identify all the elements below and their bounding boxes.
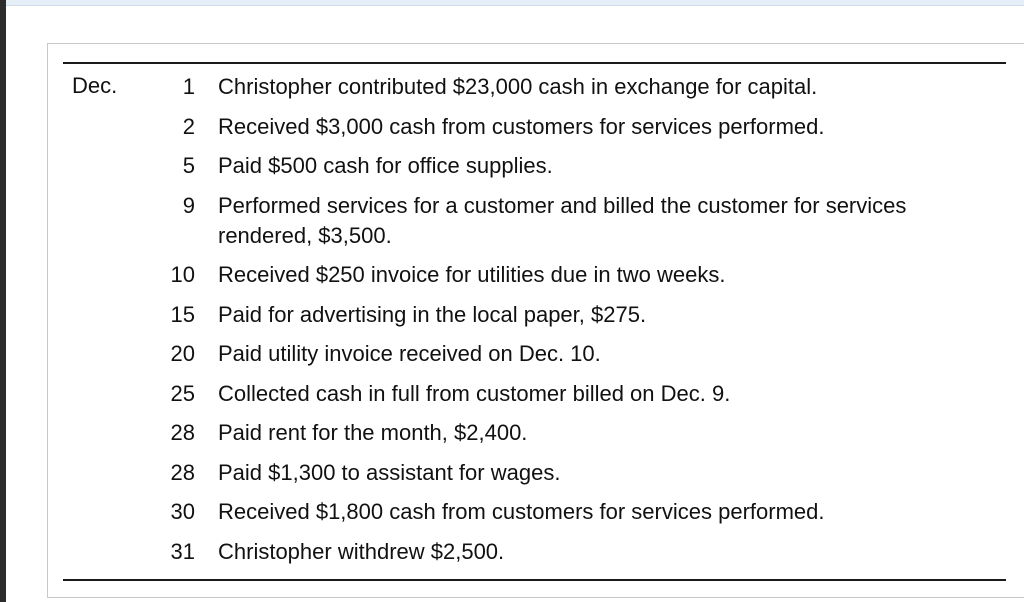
transaction-row [150,191,950,251]
transaction-row [150,112,950,142]
transaction-description: Collected cash in full from customer billed on Dec. 9. [218,380,731,406]
transaction-description: Christopher contributed $23,000 cash in exchange for capital. [218,74,818,99]
transaction-day: 10 [170,262,195,287]
transaction-description: Paid $500 cash for office supplies. [218,153,553,178]
transaction-day: 2 [182,113,195,139]
transaction-description: Performed services for a customer and billed the customer for services rendered, $3,500. [218,192,907,248]
transaction-day: 15 [170,301,195,327]
transaction-row [150,418,950,448]
transaction-row [150,72,950,102]
transaction-description: Received $1,800 cash from customers for services performed. [218,499,825,524]
transaction-description: Received $250 invoice for utilities due in two weeks. [218,262,726,287]
transaction-list [150,72,950,576]
transaction-row [150,379,950,409]
transaction-description: Paid rent for the month, $2,400. [218,420,528,445]
transaction-row [150,151,950,181]
transaction-day: 31 [170,538,195,564]
transaction-row [150,537,950,567]
window-top-band [0,0,1024,6]
window-left-edge [0,0,6,602]
transaction-day: 1 [182,74,195,99]
table-top-rule [63,62,1006,64]
transaction-row [150,497,950,527]
transaction-day: 20 [170,341,195,366]
transaction-description: Paid $1,300 to assistant for wages. [218,459,561,485]
transaction-row [150,458,950,488]
transaction-row [150,300,950,330]
transaction-day: 30 [170,499,195,524]
transaction-row [150,260,950,290]
transaction-description: Christopher withdrew $2,500. [218,538,505,564]
transaction-day: 5 [182,153,195,178]
transaction-day: 28 [170,459,195,485]
transaction-description: Paid utility invoice received on Dec. 10. [218,341,601,366]
transaction-day: 25 [170,380,195,406]
transaction-day: 28 [170,420,195,445]
table-bottom-rule [63,579,1006,581]
month-label: Dec. [72,73,118,98]
transaction-day: 9 [182,192,195,218]
transaction-row [150,339,950,369]
transaction-description: Received $3,000 cash from customers for services performed. [218,113,825,139]
transaction-description: Paid for advertising in the local paper, $275. [218,301,647,327]
